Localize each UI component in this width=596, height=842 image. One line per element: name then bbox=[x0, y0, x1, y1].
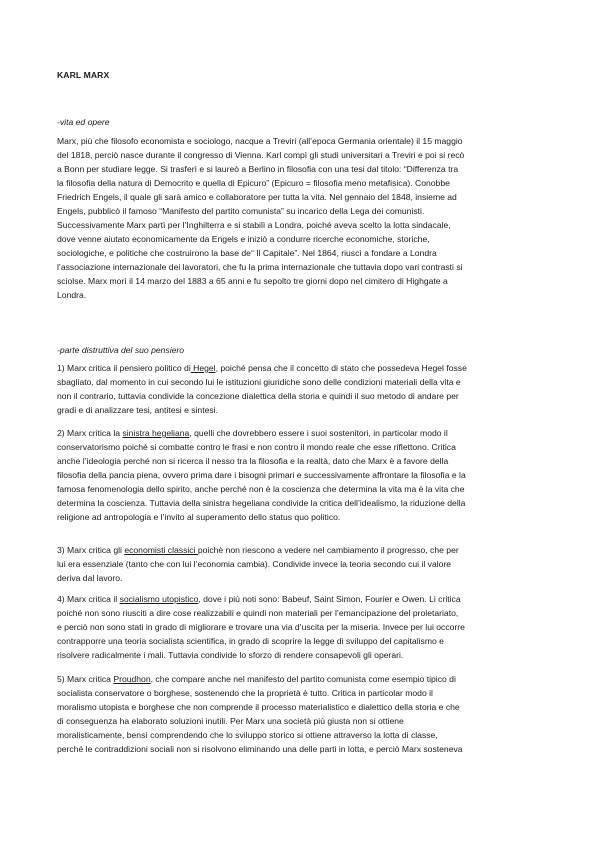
text-line: a Bonn per studiare legge. Si trasferì e si laureò a Berlino in filosofia con una tesi dal titolo: “Differenza tra bbox=[57, 164, 459, 174]
text-line: sociologiche, e politiche che costruirono la base de“ Il Capitale”. Nel 1864, riuscì a fondare a Londra bbox=[57, 248, 437, 258]
text-line bbox=[57, 672, 547, 686]
text-run: , che compare anche nel manifesto del partito comunista come esempio tipico di bbox=[150, 674, 456, 684]
text-line: Successivamente Marx partì per l’Inghilterra e si stabilì a Londra, poiché aveva scelto la lotta sindacale, bbox=[57, 220, 451, 230]
section-heading-parte-distruttiva: -parte distruttiva del suo pensiero bbox=[57, 345, 185, 355]
text-line: sciolse. Marx morì il 14 marzo del 1883 a 65 anni e fu sepolto tre giorni dopo nel cimitero di Highgate a bbox=[57, 276, 448, 286]
text-run: 4) Marx critica il bbox=[57, 594, 120, 604]
text-line bbox=[57, 592, 547, 606]
text-line: deriva dal lavoro. bbox=[57, 573, 123, 583]
text-line: Marx, più che filosofo economista e sociologo, nacque a Treviri (all’epoca Germania orientale) il 15 maggio bbox=[57, 136, 463, 146]
text-line: filosofia della pancia piena, ovvero prima dare i bisogni primari e successivamente affrontare la filosofia e la bbox=[57, 470, 466, 480]
text-line: e perciò non sono stati in grado di migliorare e trovare una via d’uscita per la miseria. Invece per lui occorre bbox=[57, 622, 465, 632]
document-title: KARL MARX bbox=[57, 70, 110, 80]
underlined-term-economisti-classici: economisti classici bbox=[124, 545, 198, 555]
text-line: contrapporre una teoria socialista scientifica, in grado di scoprire la legge di sviluppo del capitalismo e bbox=[57, 636, 444, 646]
text-line: l’associazione internazionale dei lavoratori, che fu la prima internazionale che tuttavia dopo vari contrasti si bbox=[57, 262, 463, 272]
underlined-term-proudhon: Proudhon bbox=[113, 674, 151, 684]
text-line: risolvere radicalmente i mali. Tuttavia condivide lo sforzo di rendere consapevoli gli operari. bbox=[57, 650, 404, 660]
text-line: determina la coscienza. Tuttavia della sinistra hegeliana condivide la critica dell’idealismo, la riduzione della bbox=[57, 498, 466, 508]
text-line: moralisticamente, bensì comprendendo che lo sviluppo storico si ottiene attraverso la lotta di classe, bbox=[57, 730, 438, 740]
text-line: di conseguenza ha elaborato soluzioni inutili. Per Marx una società più giusta non si ottiene bbox=[57, 716, 404, 726]
text-run: 1) Marx critica il pensiero politico di bbox=[57, 363, 191, 373]
paragraph-proudhon bbox=[57, 672, 547, 756]
text-line: poiché non sono riusciti a dire cose realizzabili e quindi non materiali per l’emancipazione del proletariato, bbox=[57, 608, 459, 618]
section-heading-vita: -vita ed opere bbox=[57, 117, 110, 127]
text-line: lui era essenziale (tanto che con lui l’economia cambia). Condivide invece la teoria secondo cui il valore bbox=[57, 559, 452, 569]
paragraph-socialismo-utopistico bbox=[57, 592, 547, 662]
text-run: 5) Marx critica bbox=[57, 674, 114, 684]
text-line: del 1818, perciò nasce durante il congresso di Vienna. Karl compì gli studi universitari a Treviri e poi si recò bbox=[57, 150, 465, 160]
underlined-term-sinistra-hegeliana: sinistra hegeliana bbox=[122, 428, 190, 438]
text-line bbox=[57, 361, 547, 375]
text-line: sbagliato, dal momento in cui secondo lui le istituzioni giuridiche sono delle condizioni materiali della vita e bbox=[57, 377, 461, 387]
text-line: famosa fenomenologia dello spirito, anche perché non è la coscienza che determina la vita ma è la vita che bbox=[57, 484, 465, 494]
text-line: perché le contraddizioni sociali non si risolvono eliminando una delle parti in lotta, e perciò Marx sosteneva bbox=[57, 744, 463, 754]
paragraph-sinistra-hegeliana bbox=[57, 426, 547, 524]
underlined-term-hegel: Hegel bbox=[190, 363, 216, 373]
text-run: , poiché pensa che il concetto di stato che possedeva Hegel fosse bbox=[215, 363, 467, 373]
text-line: Engels, pubblicò il famoso “Manifesto del partito comunista” su incarico della Lega dei comunisti. bbox=[57, 206, 425, 216]
text-line: socialista conservatore o borghese, sostenendo che la proprietà è tutto. Critica in particolar modo il bbox=[57, 688, 433, 698]
paragraph-hegel bbox=[57, 361, 547, 417]
text-line: la filosofia della natura di Democrito e quella di Epicuro” (Epicuro = filosofia meno metafisica). Conobbe bbox=[57, 178, 450, 188]
text-run: , dove i più noti sono: Babeuf, Saint Simon, Fourier e Owen. Li critica bbox=[198, 594, 461, 604]
text-line: dove venne aiutato economicamente da Engels e iniziò a condurre ricerche economiche, storiche, bbox=[57, 234, 430, 244]
text-run: 2) Marx critica la bbox=[57, 428, 123, 438]
text-run: , quelli che dovrebbero essere i suoi sostenitori, in particolar modo il bbox=[189, 428, 448, 438]
text-line: conservatorismo poiché si combatte contro le frasi e non contro il mondo reale che esse riflettono. Critica bbox=[57, 442, 456, 452]
text-line: non il contrario, tuttavia condivide la concezione dialettica della storia e quindi il suo metodo di andare per bbox=[57, 391, 459, 401]
text-line: Friedrich Engels, il quale gli sarà amico e collaboratore per tutta la vita. Nel gennaio del 1848, insieme ad bbox=[57, 192, 457, 202]
text-line: Londra. bbox=[57, 290, 87, 300]
paragraph-economisti-classici bbox=[57, 543, 547, 585]
text-run: 3) Marx critica gli bbox=[57, 545, 125, 555]
text-line: gradi e di analizzare tesi, antitesi e sintesi. bbox=[57, 405, 218, 415]
underlined-term-socialismo-utopistico: socialismo utopistico bbox=[119, 594, 199, 604]
text-line bbox=[57, 543, 547, 557]
text-line: anche l’ideologia perché non si ricerca il nesso tra la filosofia e la realtà, dato che Marx è a favore della bbox=[57, 456, 449, 466]
paragraph-vita bbox=[57, 134, 547, 302]
text-line: moralismo utopista e borghese che non comprende il processo materialistico e dialettico della storia e che bbox=[57, 702, 460, 712]
text-line: religione ad antropologia e l’invito al superamento dello status quo politico. bbox=[57, 512, 341, 522]
text-line bbox=[57, 426, 547, 440]
text-run: poichè non riescono a vedere nel cambiamento il progresso, che per bbox=[197, 545, 459, 555]
